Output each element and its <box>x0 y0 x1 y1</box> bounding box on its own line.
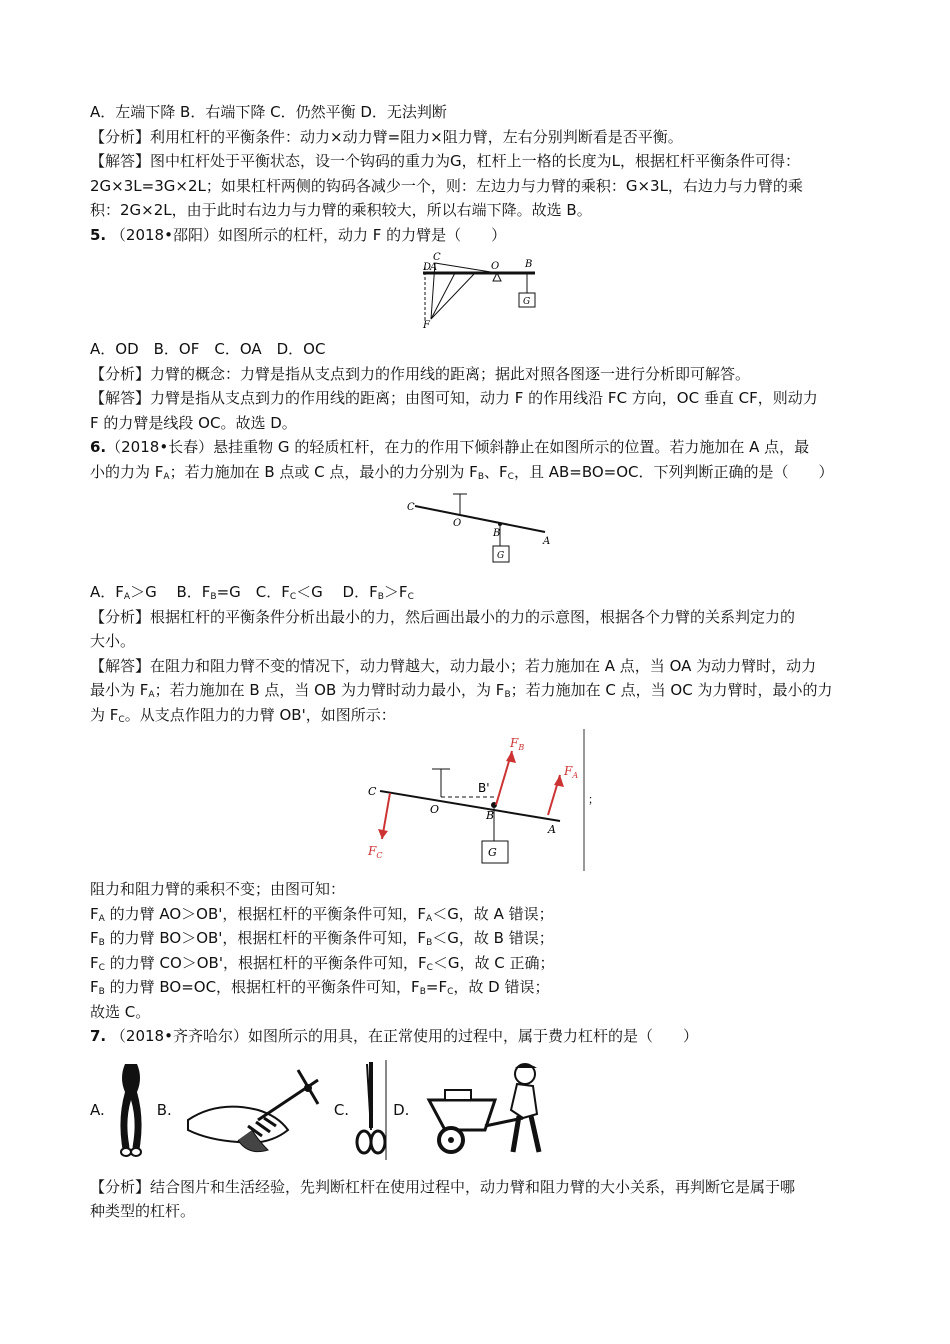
q7-analysis-line1: 【分析】结合图片和生活经验，先判断杠杆在使用过程中，动力臂和阻力臂的大小关系，再判断它是属于哪 <box>90 1177 796 1196</box>
q4-options: A．左端下降 B．右端下降 C．仍然平衡 D．无法判断 <box>90 103 447 121</box>
q4-answer-line3: 积：2G×2L，由于此时右边力与力臂的乘积较大，所以右端下降。故选 B。 <box>90 201 592 219</box>
q6-answer-line2 <box>90 678 870 703</box>
q6-answer-line3 <box>90 703 870 728</box>
pliers-icon <box>111 1060 151 1160</box>
q6s-label-FC: $F_C$ <box>368 844 383 860</box>
q5-label-A: A <box>430 262 438 273</box>
q6-conclusion-part: F <box>90 953 99 972</box>
q6-opt-part: A．F <box>90 583 124 601</box>
q6-answer-part: 。从支点作阻力的力臂 OB'，如图所示： <box>124 705 396 724</box>
q6-number: 6. <box>90 438 107 456</box>
q6-conclusion-part: 的力臂 BO=OC，根据杠杆的平衡条件可知，F <box>104 978 420 996</box>
q6-conclusion-line6: 故选 C。 <box>90 1002 151 1021</box>
subscript-A: A <box>123 592 131 602</box>
q6-answer-part: ；若力施加在 B 点，当 OB 为力臂时动力最小，为 F <box>154 681 505 699</box>
q6-label-A: A <box>543 536 551 547</box>
q6-stem-part: ，且 AB=BO=OC．下列判断正确的是（ ） <box>513 462 834 481</box>
q6s-label-G: G <box>488 846 497 859</box>
q5-label-F: F <box>423 320 430 331</box>
q6-opt-part: ＜G D．F <box>296 583 378 601</box>
subscript-C: C <box>289 592 297 602</box>
q6-conclusion-part: ＜G，故 C 正确； <box>432 953 555 972</box>
q6-label-B: B <box>493 528 501 539</box>
q6-answer-part: 最小为 F <box>90 681 149 699</box>
subscript-B: B <box>210 592 217 602</box>
q6-opt-part: ＞F <box>383 583 408 601</box>
scissors-icon <box>353 1060 389 1160</box>
subscript-B: B <box>98 938 105 948</box>
q5-label-C: C <box>433 252 441 263</box>
q6s-label-FB: $F_B$ <box>510 736 525 752</box>
q5-label-D: D <box>423 262 432 273</box>
q6s-label-A: A <box>548 823 556 836</box>
subscript-A: A <box>163 471 170 482</box>
q7-opt-B-label: B. <box>156 1100 172 1119</box>
q6-label-G: G <box>497 551 505 561</box>
q6-conclusion-part: F <box>90 978 99 996</box>
q7-number: 7. <box>90 1027 107 1045</box>
q6s-label-B: B <box>486 809 495 822</box>
q6-solution-figure <box>360 729 600 871</box>
q6-opt-part: ＞G B．F <box>130 583 211 601</box>
wheelbarrow-icon <box>415 1060 555 1160</box>
subscript-C: C <box>426 962 433 973</box>
q5-options: A．OD B．OF C．OA D．OC <box>90 340 326 358</box>
bottle-opener-hand-icon <box>178 1060 328 1160</box>
q5-analysis: 【分析】力臂的概念：力臂是指从支点到力的作用线的距离；据此对照各图逐一进行分析即可解答。 <box>90 364 751 383</box>
subscript-B: B <box>419 987 426 997</box>
subscript-B: B <box>504 690 511 700</box>
q6-conclusion-line1: 阻力和阻力臂的乘积不变；由图可知： <box>90 880 346 898</box>
q6-conclusion-part: =F <box>425 978 448 996</box>
q6-conclusion-part: ，故 D 错误； <box>453 978 550 996</box>
q6-opt-part: =G C．F <box>216 583 290 601</box>
q6-conclusion-part: 的力臂 AO＞OB'，根据杠杆的平衡条件可知，F <box>104 904 427 923</box>
q6-answer-part: ；若力施加在 C 点，当 OC 为力臂时，最小的力 <box>510 681 833 699</box>
q4-answer-line2: 2G×3L=3G×2L；如果杠杆两侧的钩码各减少一个，则：左边力与力臂的乘积：G×3L，右边力与力臂的乘 <box>90 176 803 195</box>
q6-answer-line1: 【解答】在阻力和阻力臂不变的情况下，动力臂越大，动力最小；若力施加在 A 点，当 OA 为动力臂时，动力 <box>90 656 817 675</box>
subscript-C: C <box>98 962 105 973</box>
subscript-C: C <box>447 987 454 997</box>
q5-stem-text: （2018•邵阳）如图所示的杠杆，动力 F 的力臂是（ ） <box>110 225 507 244</box>
q5-label-G: G <box>523 297 531 307</box>
subscript-C: C <box>507 471 514 482</box>
q6-options <box>90 580 870 605</box>
q6-conclusion-part: ＜G，故 B 错误； <box>432 929 554 947</box>
q6-stem-part: 、F <box>484 462 508 481</box>
q6s-tail: ； <box>588 793 599 806</box>
q6-conclusion-part: F <box>90 904 99 923</box>
subscript-A: A <box>426 913 433 924</box>
q6-stem-line1 <box>90 435 870 460</box>
q7-opt-D-label: D. <box>393 1100 410 1119</box>
q6-stem-part: ；若力施加在 B 点或 C 点，最小的力分别为 F <box>169 462 478 481</box>
subscript-A: A <box>98 913 105 924</box>
subscript-B: B <box>377 592 384 602</box>
subscript-C: C <box>118 714 125 725</box>
q6s-label-C: C <box>368 785 377 798</box>
q5-answer-line1: 【解答】力臂是指从支点到力的作用线的距离；由图可知，动力 F 的作用线沿 FC 方向，OC 垂直 CF，则动力 <box>90 389 818 407</box>
q7-opt-C-label: C. <box>333 1100 350 1119</box>
q6-label-C: C <box>407 502 415 513</box>
q6-analysis-line2: 大小。 <box>90 632 136 650</box>
q7-options-row <box>90 1055 870 1165</box>
q6-conclusion-part: 的力臂 BO＞OB'，根据杠杆的平衡条件可知，F <box>104 929 427 947</box>
q5-lever-figure <box>415 251 545 331</box>
q6s-label-FA: $F_A$ <box>564 764 579 780</box>
q6-label-O: O <box>453 518 462 529</box>
subscript-A: A <box>148 690 155 700</box>
document-page <box>90 100 870 1224</box>
subscript-B: B <box>98 987 105 997</box>
q5-number: 5. <box>90 225 107 244</box>
q4-answer-line1: 【解答】图中杠杆处于平衡状态，设一个钩码的重力为G，杠杆上一格的长度为L，根据杠杆平衡条件可得： <box>90 152 800 170</box>
q7-opt-A-label: A. <box>90 1100 105 1119</box>
q6-conclusion-part: F <box>90 929 99 947</box>
q6-conclusion-part: 的力臂 CO＞OB'，根据杠杆的平衡条件可知，F <box>104 953 427 972</box>
q5-label-B: B <box>525 259 533 270</box>
q6s-label-O: O <box>430 803 440 816</box>
q6-conclusion-line3 <box>90 926 870 951</box>
subscript-C: C <box>407 592 414 602</box>
q4-analysis: 【分析】利用杠杆的平衡条件：动力×动力臂=阻力×阻力臂，左右分别判断看是否平衡。 <box>90 127 683 146</box>
subscript-B: B <box>477 471 484 482</box>
q6s-label-Bprime: B' <box>478 781 490 795</box>
q6-stem-line2 <box>90 460 870 485</box>
q7-analysis-line2: 种类型的杠杆。 <box>90 1202 196 1220</box>
q5-label-O: O <box>491 261 500 272</box>
q5-answer-line2: F 的力臂是线段 OC。故选 D。 <box>90 413 297 432</box>
q6-answer-part: 为 F <box>90 705 119 724</box>
q7-stem <box>90 1024 870 1049</box>
q6-conclusion-line4 <box>90 951 870 976</box>
q6-conclusion-line2 <box>90 902 870 927</box>
q7-stem-text: （2018•齐齐哈尔）如图所示的用具，在正常使用的过程中，属于费力杠杆的是（ ） <box>110 1027 698 1045</box>
q6-conclusion-line5 <box>90 975 870 1000</box>
q6-lever-figure <box>405 488 555 574</box>
q6-conclusion-part: ＜G，故 A 错误； <box>432 904 554 923</box>
q6-stem-text: （2018•长春）悬挂重物 G 的轻质杠杆，在力的作用下倾斜静止在如图所示的位置。若力施加在 A 点，最 <box>106 438 810 456</box>
subscript-B: B <box>426 938 433 948</box>
q5-stem <box>90 223 870 248</box>
q6-analysis-line1: 【分析】根据杠杆的平衡条件分析出最小的力，然后画出最小的力的示意图，根据各个力臂的关系判定力的 <box>90 607 796 626</box>
q6-stem-part: 小的力为 F <box>90 462 164 481</box>
